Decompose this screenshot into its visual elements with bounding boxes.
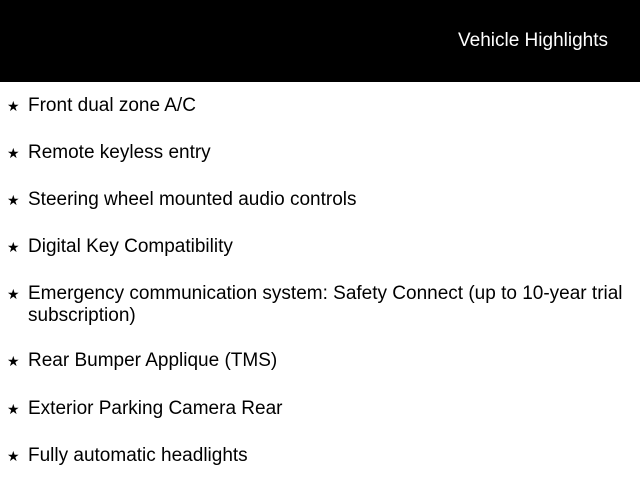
star-icon: ★ [7,353,20,369]
list-item-label: Digital Key Compatibility [28,236,233,257]
star-icon: ★ [7,192,20,208]
list-item-label: Front dual zone A/C [28,95,196,116]
star-icon: ★ [7,286,20,302]
list-item-label: Emergency communication system: Safety Connect (up to 10-year trial subscription) [28,283,623,326]
star-icon: ★ [7,448,20,464]
star-icon: ★ [7,145,20,161]
star-icon: ★ [7,401,20,417]
page-title: Vehicle Highlights [458,30,608,51]
star-icon: ★ [7,239,20,255]
list-item-label: Remote keyless entry [28,142,211,163]
list-item-label: Exterior Parking Camera Rear [28,398,283,419]
star-icon: ★ [7,98,20,114]
list-item-label: Steering wheel mounted audio controls [28,189,357,210]
header-bar [0,0,640,82]
list-item-label: Rear Bumper Applique (TMS) [28,350,278,371]
list-item-label: Fully automatic headlights [28,445,248,466]
